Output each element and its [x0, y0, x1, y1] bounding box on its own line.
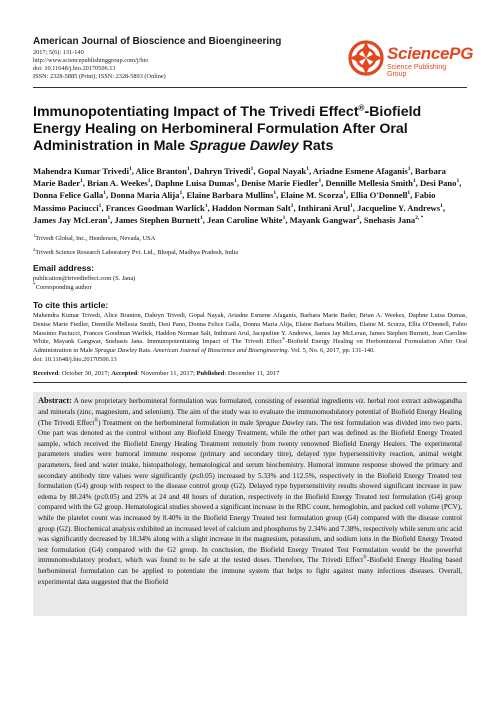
journal-issn: ISSN: 2328-5885 (Print); ISSN: 2328-5893 (Online)	[33, 73, 166, 80]
received-label: Received	[33, 370, 59, 378]
abstract-reg-1: ®	[94, 418, 99, 424]
abstract-text-1: A new proprietary herbomineral formulation was formulated, consisting of essential ingredients	[71, 397, 356, 406]
author-name: James Jay McLeran	[33, 214, 108, 225]
author-name: Elaine M. Scorza	[280, 190, 344, 201]
corresponding-text: Corresponding author	[35, 283, 92, 291]
author-affiliation-mark: 1	[128, 166, 132, 173]
author-name: Alice Branton	[135, 166, 187, 176]
abstract-text-5: ≤0.05) increased by 5.33% and 112.5%, respectively in the Biofield Energy Treated test formulation (G4) group with respect to the disease control group (G2). Delayed type hypersensitivity results showed significant increase in paw edema by 88.24% (	[38, 471, 462, 501]
author-name: Gopal Nayak	[257, 166, 307, 176]
citation-doi[interactable]: doi: 10.11648/j.bio.20170506.13	[33, 355, 117, 363]
abstract-text-6: ≤0.05) and 25% at 24 and 48 hours of duration, respectively in the Biofield Energy Treated test formulation (G4) group compared with the G2 group. Hematological studies showed a significant increase in the RBC count, hemoglobin, and packed cell volume (PCV), while the platelet count was increased by 8.40% in the Biofield Energy Treated test formulation group (G4) compared with the disease control group (G2). Biochemical analysis exhibited an increased level of calcium and phosphorus by 2.34% and 7.38%, respectively while serum uric acid was significantly decreased by 18.34% along with a slight increase in the magnesium, potassium, and sodium ions in the Biofield Energy Treated test formulation (G4) compared with the G2 group. In conclusion, the Biofield Energy Treated Test Formulation would be the powerful immunomodulatory product, which was found to be safe at the tested doses. Therefore, The Trivedi Effect	[38, 492, 462, 565]
author-name: Ariadne Esmene Afaganis	[312, 166, 408, 176]
abstract-italic-4: p	[96, 492, 101, 501]
citation-journal: American Journal of Bioscience and Bioengineering	[153, 347, 288, 355]
abstract-label: Abstract:	[38, 396, 72, 406]
abstract-italic-1: viz.	[355, 397, 366, 406]
abstract-box	[33, 392, 467, 616]
abstract-italic-3: p	[192, 471, 196, 480]
author-affiliation-mark: 1	[80, 178, 83, 185]
citation-title-a: Immunopotentiating Impact of The Trivedi Effect	[147, 338, 282, 346]
title-reg-mark: ®	[358, 103, 365, 113]
author-affiliation-mark: 1	[407, 166, 411, 173]
author-name: Daphne Luisa Dumas	[154, 178, 235, 189]
author-affiliation-mark: 1	[306, 166, 309, 173]
affiliation-1-text: Trivedi Global, Inc., Henderson, Nevada, USA	[35, 235, 156, 243]
author-affiliation-mark: 1	[412, 178, 416, 185]
article-page	[33, 36, 474, 616]
author-name: Dennille Mellesia Smith	[325, 178, 413, 189]
title-text-1: Immunopotentiating Impact of The Trivedi Effect	[33, 104, 359, 120]
author-affiliation-mark: 1	[250, 166, 254, 173]
citation-title-c: Rats.	[137, 347, 154, 355]
author-name: Mahendra Kumar Trivedi	[33, 166, 129, 176]
author-affiliation-mark: 2	[356, 214, 360, 221]
citation-title-italic: Sprague Dawley	[94, 347, 138, 355]
author-affiliation-mark: 1	[98, 202, 102, 209]
abstract-italic-2: Sprague Dawley	[255, 418, 304, 427]
author-name: Elaine Barbara Mullins	[186, 190, 274, 201]
logo-name: SciencePG	[387, 44, 474, 63]
dates-divider	[33, 382, 467, 383]
received-date: : October 30, 2017;	[58, 370, 112, 378]
article-dates	[33, 370, 467, 377]
author-name: Haddon Norman Salt	[211, 202, 291, 213]
author-affiliation-mark: 1	[290, 202, 294, 209]
author-name: Fabio Massimo Paciucci	[33, 190, 436, 213]
author-name: Mayank Gangwar	[289, 214, 357, 225]
author-affiliation-mark: 1	[273, 190, 277, 197]
author-name: Dahryn Trivedi	[193, 166, 251, 176]
email-address[interactable]: publication@trivedieffect.com (S. Jana)	[33, 275, 136, 283]
author-affiliation-mark: 2, *	[415, 214, 424, 221]
citation-reg-mark: ®	[281, 336, 286, 342]
author-affiliation-mark: 1	[204, 202, 208, 209]
author-list: Mahendra Kumar Trivedi$^1$, Alice Branton$^1$, Dahryn Trivedi$^1$, Gopal Nayak$^1$, Ariadne Esmene Afaganis$^1$, Barbara Marie Bader$^1$, Brian A. Weekes$^1$, Daphne Luisa Dumas$^1$, Denise Marie Fiedler$^1$, Dennille Mellesia Smith$^1$, Desi Pano$^1$, Donna Felice Galla$^1$, Donna Maria Alija$^1$, Elaine Barbara Mullins$^1$, Elaine M. Scorza$^1$, Ellia O'Donnell$^1$, Fabio Massimo Paciucci$^1$, Frances Goodman Warlick$^1$, Haddon Norman Salt$^1$, Inthirani Arul$^1$, Jacqueline Y. Andrews$^1$, James Jay McLeran$^1$, James Stephen Burnett$^1$, Jean Caroline White$^1$, Mayank Gangwar$^2$, Snehasis Jana$^{2, *}$	[33, 166, 462, 225]
abstract-text-7: -Biofield Energy Healing based herbomineral formulation can be applied to potentiate the immune system that helps to fight against many infectious diseases. Overall, experimental data suggested that the Biofield	[38, 556, 462, 586]
author-name: Jean Caroline White	[207, 214, 283, 225]
title-text-3: Rats	[298, 138, 334, 154]
author-name: Frances Goodman Warlick	[105, 202, 205, 213]
citation-title-b: -Biofield Energy Healing on Herbomineral Formulation After Oral Administration in Male	[33, 338, 467, 355]
author-affiliation-mark: 1	[199, 214, 203, 221]
cite-heading: To cite this article:	[33, 300, 109, 311]
author-name: Brian A. Weekes	[87, 178, 148, 189]
article-title	[33, 104, 467, 155]
author-affiliation-mark: 1	[343, 190, 346, 197]
author-affiliation-mark: 1	[107, 214, 111, 221]
author-name: Snehasis Jana	[363, 214, 416, 225]
author-affiliation-mark: 1	[440, 202, 443, 209]
author-affiliation-mark: 1	[318, 178, 322, 185]
author-affiliation-mark: 1	[282, 214, 286, 221]
affiliation-1	[33, 234, 467, 244]
corresponding-author	[33, 281, 467, 293]
author-affiliation-mark: 1	[456, 178, 460, 185]
title-italic: Sprague Dawley	[189, 138, 299, 154]
author-name: Inthirani Arul	[297, 202, 351, 213]
journal-header	[33, 36, 474, 81]
citation-authors: Mahendra Kumar Trivedi, Alice Branton, Dahryn Trivedi, Gopal Nayak, Ariadne Esmene Afaganis, Barbara Marie Bader, Brian A. Weekes, Daphne Luisa Dumas, Denise Marie Fiedler, Dennille Mellesia Smith, Desi Pano, Donna Felice Galla, Donna Maria Alija, Elaine Barbara Mullins, Elaine M. Scorza, Ellia O'Donnell, Fabio Massimo Paciucci, Frances Goodman Warlick, Haddon Norman Salt, Inthirani Arul, Jacqueline Y. Andrews, James Jay McLeran, James Stephen Burnett, Jean Caroline White, Mayank Gangwar, Snehasis Jana.	[33, 312, 467, 346]
author-name: Donna Maria Alija	[110, 190, 180, 201]
author-affiliation-mark: 1	[186, 166, 190, 173]
title-text-2: -Biofield Energy Healing on Herbomineral Formulation After Oral Administration in Male	[33, 104, 422, 154]
author-name: Barbara Marie Bader	[33, 166, 446, 189]
journal-doi: doi: 10.11648/j.bio.20170506.13	[33, 65, 116, 72]
email-heading: Email address:	[33, 263, 95, 274]
affiliations	[33, 234, 467, 257]
citation	[33, 312, 467, 364]
logo-subtitle: Science Publishing Group	[387, 64, 447, 78]
citation-volume: . Vol. 5, No. 6, 2017, pp. 131-140.	[287, 347, 375, 355]
accepted-date: : November 11, 2017;	[137, 370, 197, 378]
journal-name: American Journal of Bioscience and Bioengineering	[33, 36, 282, 47]
published-label: Published	[196, 370, 225, 378]
author-affiliation-mark: 1	[179, 190, 183, 197]
author-affiliation-mark: 1	[103, 190, 106, 197]
affiliation-2	[33, 248, 467, 258]
abstract-text-2: herbal root extract ashwagandha and minerals (zinc, magnesium, and selenium). The aim of the study was to evaluate the immunomodulatory potential of Biofield Energy Healing (The Trivedi Effect	[38, 397, 462, 427]
published-date: : December 11, 2017	[224, 370, 280, 378]
author-name: Ellia O'Donnell	[350, 190, 408, 201]
author-name: Donna Felice Galla	[33, 190, 104, 201]
author-affiliation-mark: 1	[407, 190, 411, 197]
author-affiliation-mark: 1	[350, 202, 353, 209]
affiliation-2-text: Trivedi Science Research Laboratory Pvt. Ltd., Bhopal, Madhya Pradesh, India	[35, 248, 239, 256]
author-affiliation-mark: 1	[234, 178, 237, 185]
abstract-text-4: rats. The test formulation was divided into two parts. One part was denoted as the control without any Biofield Energy Treatment, while the other part was defined as the Biofield Energy Treated sample, which received the Biofield Energy Healing Treatment remotely from twenty renowned Biofield Energy Healers. The experimental parameters studies were humoral immune response (primary and secondary titre), delayed type hypersensitivity reaction, animal weight parameters, feed and water intake, histopathology, hematological and serum biochemistry. Humoral immune response showed the primary and secondary antibody titre values were significantly (	[38, 418, 462, 480]
journal-issue: 2017; 5(6): 131-140	[33, 49, 84, 56]
accepted-label: Accepted	[111, 370, 138, 378]
abstract-text-3: ) Treatment on the herbomineral formulation in male	[98, 418, 256, 427]
author-affiliation-mark: 1	[147, 178, 151, 185]
corresponding-mark: *	[33, 281, 36, 288]
sciencepg-logo	[347, 36, 474, 82]
affiliation-2-mark: 2	[33, 246, 36, 252]
author-name: Jacqueline Y. Andrews	[357, 202, 441, 213]
author-name: Desi Pano	[419, 178, 457, 189]
author-name: Denise Marie Fiedler	[241, 178, 319, 189]
affiliation-1-mark: 1	[33, 232, 36, 238]
author-name: James Stephen Burnett	[114, 214, 200, 225]
sciencepg-logo-icon	[347, 38, 385, 78]
journal-url[interactable]: http://www.sciencepublishinggroup.com/j/bio	[33, 57, 149, 64]
abstract-reg-2: ®	[363, 555, 367, 561]
header-divider	[33, 87, 467, 88]
